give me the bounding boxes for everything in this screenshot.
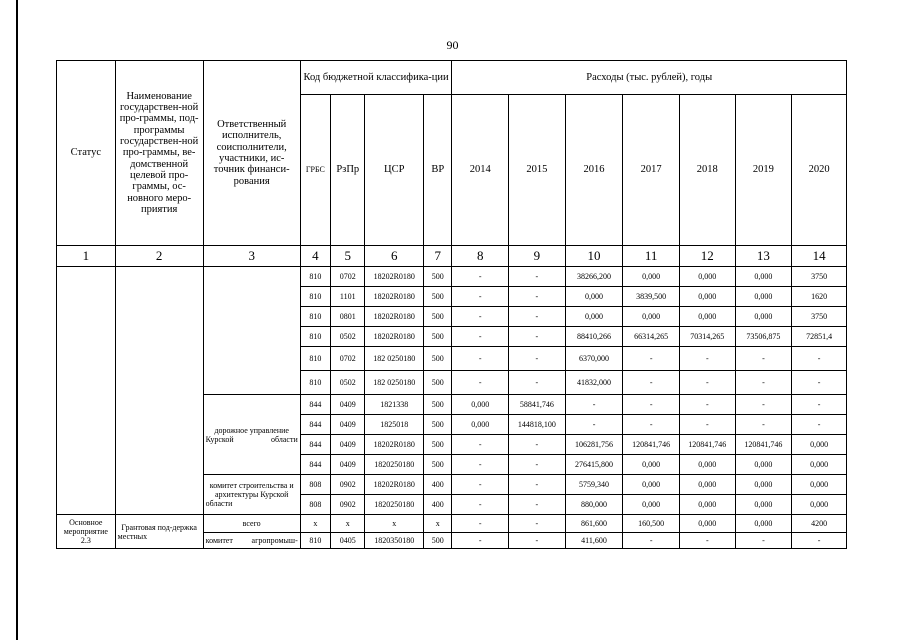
table-cell: 880,000 [565,495,623,515]
table-cell: 0,000 [735,475,792,495]
table-cell: - [509,371,566,395]
table-cell: 808 [300,495,330,515]
table-cell: 500 [424,435,452,455]
table-cell: 120841,746 [623,435,680,455]
header-year: 2015 [509,95,566,246]
table-cell: 810 [300,267,330,287]
table-cell: 0902 [331,475,365,495]
table-cell: - [735,533,792,549]
header-expenses: Расходы (тыс. рублей), годы [452,61,847,95]
column-numbers-row [57,246,847,267]
executor-total: всего [203,515,300,533]
table-cell: 0,000 [623,455,680,475]
table-cell: - [623,395,680,415]
table-cell: 500 [424,533,452,549]
table-cell: - [679,347,735,371]
table-cell: - [623,371,680,395]
table-cell: - [735,415,792,435]
header-year: 2017 [623,95,680,246]
table-cell: 18202R0180 [365,287,424,307]
table-cell: 500 [424,395,452,415]
budget-table [56,60,847,549]
table-cell: 0801 [331,307,365,327]
table-cell: 0,000 [679,287,735,307]
table-cell: 106281,756 [565,435,623,455]
table-cell: 844 [300,415,330,435]
table-cell: 18202R0180 [365,435,424,455]
table-cell: - [735,347,792,371]
executor-agro-committee: комитет агропромыш- [203,533,300,549]
table-cell: 861,600 [565,515,623,533]
table-cell: 1620 [792,287,847,307]
column-number: 7 [424,246,452,267]
column-number: 2 [115,246,203,267]
table-cell: 66314,265 [623,327,680,347]
executor-road-admin: дорожное управление Курской области [203,395,300,475]
table-cell: 500 [424,307,452,327]
table-cell: - [452,435,509,455]
table-cell: - [509,287,566,307]
table-cell: 500 [424,267,452,287]
column-number: 11 [623,246,680,267]
table-cell: 0,000 [679,495,735,515]
table-cell: 0,000 [623,267,680,287]
column-number: 14 [792,246,847,267]
table-cell: 810 [300,287,330,307]
table-cell: 810 [300,533,330,549]
table-cell: 0,000 [792,495,847,515]
column-number: 3 [203,246,300,267]
table-cell: - [509,495,566,515]
table-cell: 1101 [331,287,365,307]
header-year: 2020 [792,95,847,246]
table-cell: 18202R0180 [365,267,424,287]
table-cell: - [452,455,509,475]
table-cell: - [792,533,847,549]
table-cell: 808 [300,475,330,495]
table-cell: 182 0250180 [365,347,424,371]
table-cell: - [679,533,735,549]
table-cell: 72851,4 [792,327,847,347]
table-cell: - [452,475,509,495]
table-cell: x [365,515,424,533]
table-cell: 6370,000 [565,347,623,371]
table-cell: 500 [424,347,452,371]
table-cell: 1820250180 [365,455,424,475]
table-cell: 0409 [331,455,365,475]
table-cell: - [623,533,680,549]
executor-construction-committee: комитет строительства и архитектуры Курской области [203,475,300,515]
table-cell: 810 [300,371,330,395]
table-cell: 0,000 [679,515,735,533]
table-cell: 70314,265 [679,327,735,347]
table-cell: - [452,287,509,307]
table-cell: 0,000 [679,267,735,287]
header-year: 2019 [735,95,792,246]
table-cell: - [509,435,566,455]
table-cell: 0,000 [679,307,735,327]
table-cell: 0,000 [735,515,792,533]
column-number: 8 [452,246,509,267]
table-cell: - [792,371,847,395]
table-cell: 0502 [331,327,365,347]
column-number: 5 [331,246,365,267]
header-csr: ЦСР [365,95,424,246]
header-year: 2018 [679,95,735,246]
table-row [57,267,847,287]
table-cell: 1821338 [365,395,424,415]
table-cell: 411,600 [565,533,623,549]
table-cell: 0,000 [792,435,847,455]
table-cell: x [300,515,330,533]
table-cell: 3750 [792,307,847,327]
table-cell: - [679,415,735,435]
table-cell: x [331,515,365,533]
column-number: 10 [565,246,623,267]
table-cell: - [452,267,509,287]
table-cell: 844 [300,395,330,415]
table-cell: - [509,515,566,533]
table-cell: 0,000 [452,415,509,435]
table-cell: - [509,475,566,495]
table-cell: 0,000 [735,455,792,475]
table-cell: 1825018 [365,415,424,435]
table-cell: - [452,307,509,327]
table-cell: 0,000 [565,287,623,307]
table-cell: - [509,533,566,549]
table-cell: - [509,347,566,371]
table-cell: - [509,307,566,327]
table-cell: - [735,395,792,415]
column-number: 9 [509,246,566,267]
table-cell: 18202R0180 [365,475,424,495]
table-cell: 810 [300,327,330,347]
table-cell: 0,000 [565,307,623,327]
table-cell: - [792,415,847,435]
table-cell: - [452,533,509,549]
table-cell: 400 [424,475,452,495]
table-cell: 810 [300,307,330,327]
table-cell: - [679,395,735,415]
table-cell: 18202R0180 [365,327,424,347]
table-cell: - [792,395,847,415]
table-cell: - [792,347,847,371]
table-cell: 844 [300,455,330,475]
table-cell: 400 [424,495,452,515]
table-cell: 844 [300,435,330,455]
table-cell: 18202R0180 [365,307,424,327]
table-cell: - [452,371,509,395]
table-cell: 120841,746 [679,435,735,455]
table-cell: 0502 [331,371,365,395]
table-cell: 3839,500 [623,287,680,307]
table-cell: - [565,415,623,435]
table-cell: 73506,875 [735,327,792,347]
table-cell: - [509,327,566,347]
table-cell: - [679,371,735,395]
header-executor: Ответственный исполнитель, соисполнители, участники, ис-точник финанси-рования [203,61,300,246]
table-cell: 1820250180 [365,495,424,515]
header-budget-code: Код бюджетной классифика-ции [300,61,452,95]
table-cell: 500 [424,371,452,395]
table-cell: - [452,515,509,533]
table-cell: 500 [424,287,452,307]
status-main-event: Основное мероприятие 2.3 [57,515,116,549]
table-cell: 0,000 [679,455,735,475]
table-cell: - [623,347,680,371]
program-grant-support: Грантовая под-держка местных [115,515,203,549]
header-grbs: ГРБС [300,95,330,246]
table-cell: 0,000 [735,287,792,307]
table-cell: 0,000 [792,455,847,475]
table-cell: - [509,267,566,287]
table-cell: 0405 [331,533,365,549]
table-cell: 0,000 [735,495,792,515]
table-cell: 160,500 [623,515,680,533]
table-cell: 0409 [331,395,365,415]
table-cell: 0902 [331,495,365,515]
table-cell: 0,000 [623,307,680,327]
table-cell: 0,000 [679,475,735,495]
table-cell: 0,000 [623,495,680,515]
table-cell: - [452,347,509,371]
table-cell: 5759,340 [565,475,623,495]
column-number: 12 [679,246,735,267]
column-number: 1 [57,246,116,267]
header-vr: ВР [424,95,452,246]
table-row [57,515,847,533]
table-cell: 0,000 [452,395,509,415]
table-cell: 88410,266 [565,327,623,347]
empty-cell [57,267,116,515]
empty-cell [115,267,203,515]
table-cell: 0409 [331,435,365,455]
table-cell: 0702 [331,267,365,287]
header-status: Статус [57,61,116,246]
page-number: 90 [446,38,459,52]
table-cell: - [565,395,623,415]
table-cell: 0,000 [735,307,792,327]
column-number: 6 [365,246,424,267]
table-cell: 0,000 [735,267,792,287]
table-cell: 3750 [792,267,847,287]
table-cell: 810 [300,347,330,371]
table-cell: 500 [424,415,452,435]
table-cell: - [623,415,680,435]
table-cell: 0,000 [623,475,680,495]
table-cell: 500 [424,327,452,347]
header-rzpr: РзПр [331,95,365,246]
table-cell: 41832,000 [565,371,623,395]
page-edge-rule [16,0,18,640]
table-cell: - [452,327,509,347]
table-cell: 38266,200 [565,267,623,287]
table-cell: - [735,371,792,395]
table-cell: 0409 [331,415,365,435]
table-cell: 182 0250180 [365,371,424,395]
table-cell: 144818,100 [509,415,566,435]
table-cell: 58841,746 [509,395,566,415]
table-cell: x [424,515,452,533]
header-year: 2014 [452,95,509,246]
empty-cell [203,267,300,395]
table-cell: 0702 [331,347,365,371]
table-cell: 1820350180 [365,533,424,549]
table-cell: 500 [424,455,452,475]
table-cell: - [452,495,509,515]
table-cell: 4200 [792,515,847,533]
column-number: 13 [735,246,792,267]
table-cell: 120841,746 [735,435,792,455]
header-year: 2016 [565,95,623,246]
column-number: 4 [300,246,330,267]
table-cell: 0,000 [792,475,847,495]
table-cell: - [509,455,566,475]
table-cell: 276415,800 [565,455,623,475]
header-program-name: Наименование государствен-ной про-граммы, под-программы государствен-ной про-граммы, ве-домственной целевой про-граммы, ос-новного меро-приятия [115,61,203,246]
